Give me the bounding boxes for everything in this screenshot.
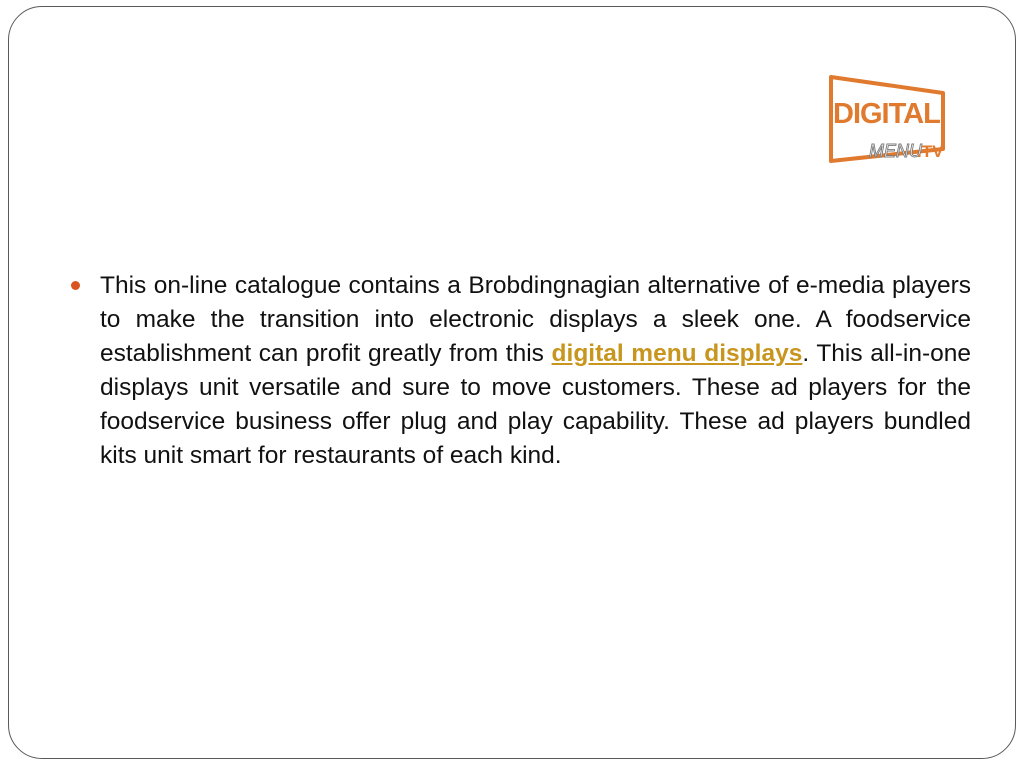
slide-frame [8,6,1016,759]
paragraph-text-after: . This all-in-one displays unit versatile and sure to move customers. These ad players for the foodservice business offer plug and play capability. These ad players bundled kits unit smart for restaurants of each kind. [100,340,972,469]
bullet-item [71,269,971,473]
paragraph-text-before: This on-line catalogue contains a Brobdingnagian alternative of e-media players to make the transition into electronic displays a sleek one. A foodservice establishment can profit greatly from this [100,272,971,367]
logo-text-digital: DIGITAL [833,98,940,130]
logo-text-tv: .TV [917,142,944,161]
bullet-icon [71,281,80,290]
digital-menu-displays-link[interactable]: digital menu displays [551,340,803,367]
logo-text-menu: MENU [869,141,922,161]
digital-menu-tv-logo [823,73,951,165]
slide-body [71,269,971,473]
body-paragraph [100,269,971,473]
